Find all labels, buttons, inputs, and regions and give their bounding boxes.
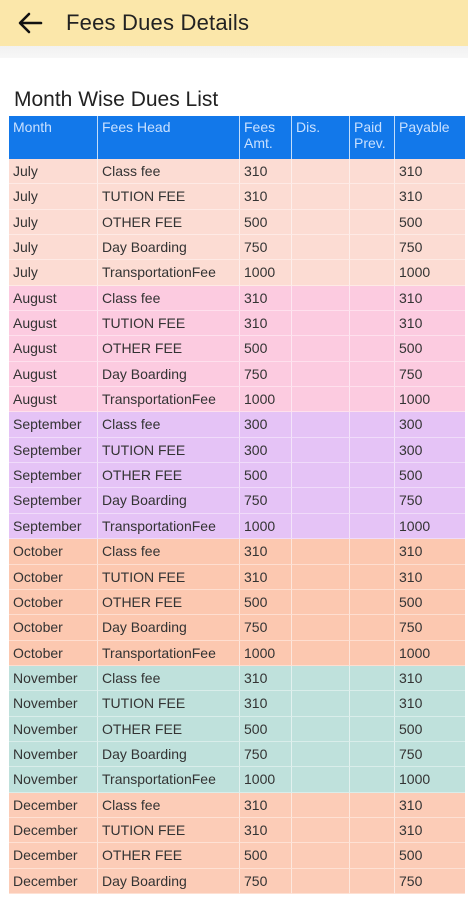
cell-paid-prev: [350, 311, 395, 336]
table-row[interactable]: [9, 286, 465, 311]
cell-paid-prev: [350, 159, 395, 184]
cell-month: October: [9, 641, 98, 666]
cell-fees-head: OTHER FEE: [98, 336, 240, 361]
column-header-payable[interactable]: Payable: [399, 119, 450, 135]
cell-fees-amt: 750: [240, 488, 292, 513]
cell-payable: 310: [395, 793, 465, 818]
page-title: Fees Dues Details: [66, 10, 250, 35]
cell-fees-amt: 1000: [240, 260, 292, 285]
cell-paid-prev: [350, 590, 395, 615]
cell-fees-head: Day Boarding: [98, 742, 240, 767]
cell-paid-prev: [350, 666, 395, 691]
table-row[interactable]: [9, 210, 465, 235]
cell-dis: [292, 691, 350, 716]
cell-fees-amt: 1000: [240, 641, 292, 666]
cell-fees-amt: 310: [240, 666, 292, 691]
cell-month: December: [9, 843, 98, 868]
cell-dis: [292, 362, 350, 387]
table-row[interactable]: [9, 438, 465, 463]
cell-payable: 500: [395, 843, 465, 868]
cell-month: September: [9, 488, 98, 513]
cell-fees-amt: 310: [240, 539, 292, 564]
table-row[interactable]: [9, 184, 465, 209]
cell-fees-amt: 300: [240, 438, 292, 463]
cell-month: July: [9, 210, 98, 235]
cell-payable: 310: [395, 818, 465, 843]
cell-fees-head: TUTION FEE: [98, 184, 240, 209]
cell-fees-head: OTHER FEE: [98, 463, 240, 488]
cell-paid-prev: [350, 463, 395, 488]
cell-fees-amt: 500: [240, 590, 292, 615]
cell-month: August: [9, 311, 98, 336]
cell-paid-prev: [350, 691, 395, 716]
cell-fees-amt: 750: [240, 869, 292, 894]
cell-fees-head: Day Boarding: [98, 235, 240, 260]
column-header-dis[interactable]: Dis.: [292, 116, 350, 159]
cell-payable: 1000: [395, 387, 465, 412]
table-row[interactable]: [9, 159, 465, 184]
column-header-paid-prev[interactable]: Paid Prev.: [350, 116, 395, 159]
cell-paid-prev: [350, 336, 395, 361]
cell-dis: [292, 869, 350, 894]
cell-dis: [292, 590, 350, 615]
cell-payable: 310: [395, 286, 465, 311]
cell-payable: 300: [395, 438, 465, 463]
cell-fees-head: Day Boarding: [98, 488, 240, 513]
cell-fees-head: TUTION FEE: [98, 311, 240, 336]
cell-dis: [292, 767, 350, 792]
cell-paid-prev: [350, 641, 395, 666]
cell-paid-prev: [350, 412, 395, 437]
cell-month: November: [9, 717, 98, 742]
cell-month: August: [9, 286, 98, 311]
cell-month: August: [9, 336, 98, 361]
cell-dis: [292, 514, 350, 539]
cell-paid-prev: [350, 286, 395, 311]
cell-month: September: [9, 438, 98, 463]
cell-payable: 500: [395, 210, 465, 235]
cell-payable: 310: [395, 311, 465, 336]
cell-month: November: [9, 691, 98, 716]
cell-payable: 310: [395, 565, 465, 590]
cell-payable: 300: [395, 412, 465, 437]
cell-fees-amt: 310: [240, 159, 292, 184]
cell-paid-prev: [350, 210, 395, 235]
table-row[interactable]: [9, 691, 465, 716]
table-row[interactable]: [9, 311, 465, 336]
back-button[interactable]: [0, 0, 60, 46]
table-row[interactable]: [9, 362, 465, 387]
cell-dis: [292, 184, 350, 209]
cell-fees-head: TUTION FEE: [98, 438, 240, 463]
cell-fees-amt: 500: [240, 210, 292, 235]
cell-payable: 1000: [395, 641, 465, 666]
cell-fees-amt: 1000: [240, 514, 292, 539]
column-header-fees-head[interactable]: Fees Head: [98, 116, 240, 159]
cell-paid-prev: [350, 184, 395, 209]
cell-fees-amt: 1000: [240, 767, 292, 792]
cell-dis: [292, 742, 350, 767]
cell-fees-head: TransportationFee: [98, 641, 240, 666]
cell-month: August: [9, 387, 98, 412]
table-row[interactable]: [9, 488, 465, 513]
cell-payable: 500: [395, 590, 465, 615]
column-header-fees-amt[interactable]: Fees Amt.: [240, 116, 292, 159]
cell-paid-prev: [350, 539, 395, 564]
cell-paid-prev: [350, 514, 395, 539]
cell-dis: [292, 488, 350, 513]
cell-fees-head: Class fee: [98, 793, 240, 818]
cell-fees-head: TransportationFee: [98, 514, 240, 539]
cell-dis: [292, 387, 350, 412]
cell-month: November: [9, 666, 98, 691]
table-row[interactable]: [9, 463, 465, 488]
table-row[interactable]: [9, 818, 465, 843]
cell-dis: [292, 717, 350, 742]
cell-dis: [292, 260, 350, 285]
cell-paid-prev: [350, 565, 395, 590]
table-row[interactable]: [9, 514, 465, 539]
table-row[interactable]: [9, 387, 465, 412]
table-header: [9, 116, 465, 159]
cell-fees-amt: 310: [240, 818, 292, 843]
cell-fees-amt: 500: [240, 336, 292, 361]
table-row[interactable]: [9, 565, 465, 590]
cell-paid-prev: [350, 843, 395, 868]
cell-fees-amt: 310: [240, 565, 292, 590]
cell-fees-amt: 310: [240, 793, 292, 818]
cell-paid-prev: [350, 717, 395, 742]
cell-fees-amt: 310: [240, 184, 292, 209]
table-row[interactable]: [9, 615, 465, 640]
table-row[interactable]: [9, 590, 465, 615]
cell-payable: 310: [395, 666, 465, 691]
cell-month: November: [9, 767, 98, 792]
table-row[interactable]: [9, 235, 465, 260]
table-row[interactable]: [9, 412, 465, 437]
table-row[interactable]: [9, 666, 465, 691]
cell-dis: [292, 286, 350, 311]
table-row[interactable]: [9, 742, 465, 767]
table-row[interactable]: [9, 260, 465, 285]
cell-fees-head: Class fee: [98, 539, 240, 564]
cell-paid-prev: [350, 362, 395, 387]
cell-fees-amt: 500: [240, 463, 292, 488]
cell-month: September: [9, 412, 98, 437]
cell-month: September: [9, 514, 98, 539]
cell-dis: [292, 843, 350, 868]
cell-fees-head: OTHER FEE: [98, 210, 240, 235]
cell-fees-head: OTHER FEE: [98, 590, 240, 615]
cell-fees-head: TransportationFee: [98, 260, 240, 285]
cell-month: December: [9, 818, 98, 843]
column-header-month[interactable]: Month: [9, 116, 98, 159]
cell-payable: 750: [395, 362, 465, 387]
cell-dis: [292, 565, 350, 590]
cell-payable: 750: [395, 488, 465, 513]
cell-payable: 1000: [395, 767, 465, 792]
cell-dis: [292, 463, 350, 488]
cell-dis: [292, 818, 350, 843]
cell-payable: 310: [395, 539, 465, 564]
cell-fees-head: TUTION FEE: [98, 691, 240, 716]
cell-fees-amt: 500: [240, 717, 292, 742]
table-row[interactable]: [9, 641, 465, 666]
cell-dis: [292, 412, 350, 437]
cell-month: September: [9, 463, 98, 488]
cell-fees-amt: 310: [240, 311, 292, 336]
cell-paid-prev: [350, 488, 395, 513]
table-row[interactable]: [9, 767, 465, 792]
cell-dis: [292, 438, 350, 463]
cell-payable: 750: [395, 869, 465, 894]
cell-dis: [292, 235, 350, 260]
cell-fees-amt: 500: [240, 843, 292, 868]
cell-month: July: [9, 184, 98, 209]
cell-month: July: [9, 235, 98, 260]
cell-fees-amt: 300: [240, 412, 292, 437]
cell-fees-amt: 750: [240, 742, 292, 767]
cell-dis: [292, 336, 350, 361]
cell-payable: 500: [395, 336, 465, 361]
cell-fees-amt: 750: [240, 615, 292, 640]
cell-payable: 1000: [395, 260, 465, 285]
cell-payable: 500: [395, 463, 465, 488]
cell-month: July: [9, 260, 98, 285]
cell-dis: [292, 641, 350, 666]
cell-dis: [292, 666, 350, 691]
table-row[interactable]: [9, 843, 465, 868]
cell-fees-head: Class fee: [98, 286, 240, 311]
table-row[interactable]: [9, 793, 465, 818]
cell-fees-head: TUTION FEE: [98, 565, 240, 590]
cell-fees-head: TransportationFee: [98, 387, 240, 412]
cell-month: December: [9, 793, 98, 818]
cell-fees-amt: 750: [240, 235, 292, 260]
cell-payable: 750: [395, 615, 465, 640]
cell-paid-prev: [350, 260, 395, 285]
cell-fees-head: TUTION FEE: [98, 818, 240, 843]
cell-month: October: [9, 539, 98, 564]
cell-payable: 750: [395, 742, 465, 767]
table-row[interactable]: [9, 539, 465, 564]
cell-paid-prev: [350, 793, 395, 818]
cell-paid-prev: [350, 742, 395, 767]
cell-fees-head: TransportationFee: [98, 767, 240, 792]
cell-dis: [292, 210, 350, 235]
cell-fees-head: OTHER FEE: [98, 717, 240, 742]
arrow-left-icon: [17, 11, 43, 35]
content-area[interactable]: [0, 58, 468, 900]
cell-dis: [292, 793, 350, 818]
cell-month: October: [9, 565, 98, 590]
cell-month: July: [9, 159, 98, 184]
cell-payable: 500: [395, 717, 465, 742]
cell-fees-amt: 750: [240, 362, 292, 387]
table-row[interactable]: [9, 717, 465, 742]
cell-fees-amt: 310: [240, 286, 292, 311]
cell-month: August: [9, 362, 98, 387]
cell-month: October: [9, 615, 98, 640]
cell-fees-head: Class fee: [98, 159, 240, 184]
cell-fees-amt: 1000: [240, 387, 292, 412]
dues-table: [9, 116, 465, 894]
cell-paid-prev: [350, 818, 395, 843]
cell-paid-prev: [350, 235, 395, 260]
table-body: [9, 159, 465, 894]
cell-paid-prev: [350, 767, 395, 792]
section-title: Month Wise Dues List: [14, 88, 219, 111]
appbar-shadow: [0, 46, 468, 58]
cell-dis: [292, 159, 350, 184]
cell-dis: [292, 539, 350, 564]
cell-payable: 310: [395, 691, 465, 716]
cell-month: October: [9, 590, 98, 615]
cell-fees-head: Class fee: [98, 666, 240, 691]
cell-payable: 750: [395, 235, 465, 260]
app-bar: [0, 0, 468, 46]
cell-payable: 1000: [395, 514, 465, 539]
cell-dis: [292, 311, 350, 336]
cell-dis: [292, 615, 350, 640]
cell-paid-prev: [350, 615, 395, 640]
table-row[interactable]: [9, 336, 465, 361]
cell-paid-prev: [350, 438, 395, 463]
cell-fees-head: Class fee: [98, 412, 240, 437]
cell-fees-head: Day Boarding: [98, 362, 240, 387]
cell-month: November: [9, 742, 98, 767]
cell-payable: 310: [395, 184, 465, 209]
cell-payable: 310: [395, 159, 465, 184]
cell-fees-amt: 310: [240, 691, 292, 716]
cell-paid-prev: [350, 387, 395, 412]
cell-paid-prev: [350, 869, 395, 894]
cell-fees-head: OTHER FEE: [98, 843, 240, 868]
cell-fees-head: Day Boarding: [98, 869, 240, 894]
table-row[interactable]: [9, 869, 465, 894]
cell-month: December: [9, 869, 98, 894]
cell-fees-head: Day Boarding: [98, 615, 240, 640]
